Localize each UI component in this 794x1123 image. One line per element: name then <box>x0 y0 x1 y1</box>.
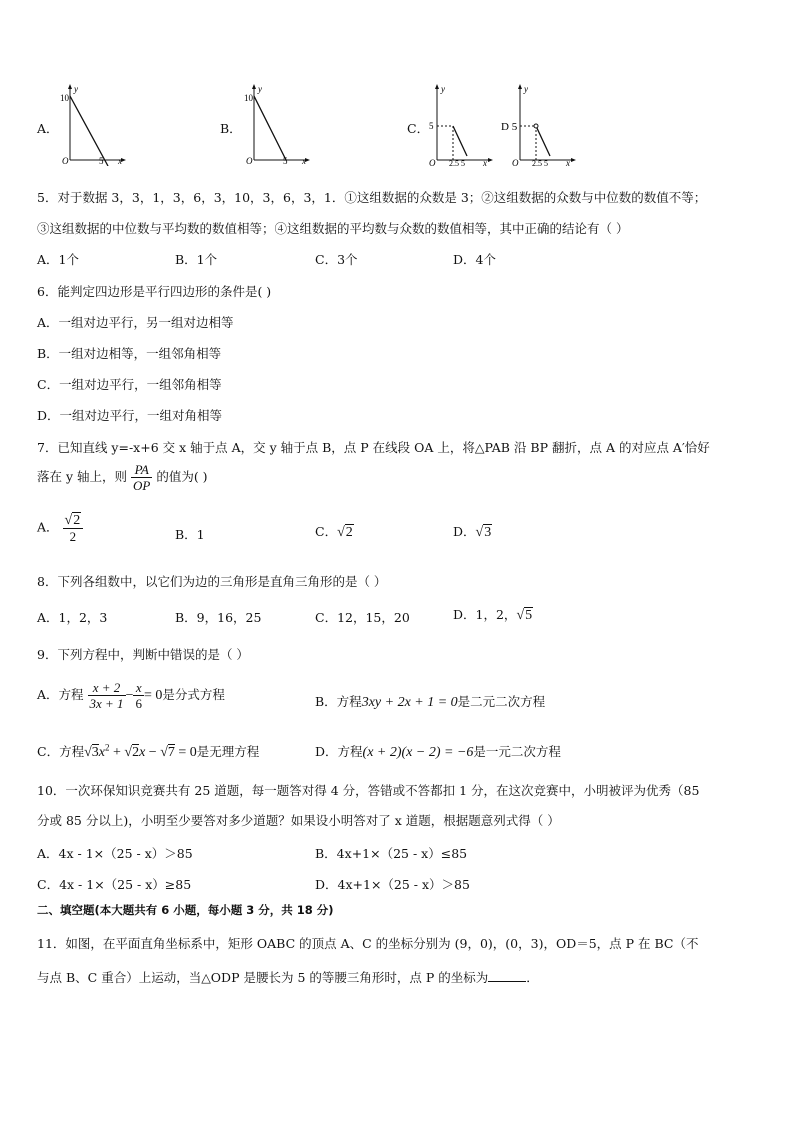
q8-option-d-radicand: 5 <box>525 608 533 623</box>
q8-option-c[interactable]: C．12，15，20 <box>315 610 410 625</box>
q9-option-c-pre: C．方程 <box>37 744 85 759</box>
q5-option-a[interactable]: A．1个 <box>37 252 79 267</box>
svg-text:x: x <box>566 158 570 166</box>
q8-option-d-sqrt: √5 <box>516 608 533 623</box>
q9-option-c-post: 是无理方程 <box>196 744 260 759</box>
q5-option-b[interactable]: B．1个 <box>175 252 218 267</box>
q10-option-b[interactable]: B．4x+1×（25 - x）≤85 <box>315 846 468 861</box>
answer-blank[interactable] <box>488 969 526 982</box>
option-a-label: A． <box>37 121 59 136</box>
q7-option-a-numerator: √2 <box>63 512 84 529</box>
q10-option-c[interactable]: C．4x - 1×（25 - x）≥85 <box>37 877 192 892</box>
q11-stem-line1: 11．如图，在平面直角坐标系中，矩形 OABC 的顶点 A、C 的坐标分别为 (9，0)，(0，3)，OD＝5，点 P 在 BC（不 <box>37 936 699 951</box>
section-2-title: 二、填空题(本大题共有 6 小题，每小题 3 分，共 18 分) <box>37 903 334 917</box>
q9-option-d-pre: D．方程 <box>315 744 363 759</box>
q7-option-a[interactable] <box>37 512 83 544</box>
q11-line2-post: ． <box>526 970 539 985</box>
q6-option-c[interactable]: C．一组对边平行，一组邻角相等 <box>37 377 222 392</box>
q5-stem-line1: 5．对于数据 3，3，1，3，6，3，10，3，6，3，1．①这组数据的众数是 3；②这组数据的众数与中位数的数值不等； <box>37 190 707 205</box>
graph-option-a <box>58 82 128 166</box>
graph-option-d <box>500 82 580 166</box>
svg-text:y: y <box>258 84 262 94</box>
q9-option-d-post: 是一元二次方程 <box>473 744 561 759</box>
q7-option-c-sqrt: √2 <box>337 525 353 540</box>
q7-fraction <box>131 462 152 493</box>
q9-stem: 9．下列方程中，判断中错误的是（ ） <box>37 647 249 662</box>
q9-option-d-equation: (x + 2)(x − 2) = −6 <box>362 745 474 760</box>
svg-text:5: 5 <box>429 121 434 131</box>
q7-option-d-sqrt: √3 <box>475 525 492 540</box>
q9-option-c[interactable] <box>37 742 259 761</box>
q7-option-c[interactable] <box>315 522 354 541</box>
svg-text:y: y <box>524 84 528 94</box>
q9-option-a-pre: A．方程 <box>37 687 84 702</box>
q9-a-den2: 6 <box>135 696 142 711</box>
q8-option-b[interactable]: B．9，16，25 <box>175 610 262 625</box>
svg-text:O: O <box>246 156 253 166</box>
q11-stem-line2 <box>37 968 539 986</box>
q7-option-a-denominator: 2 <box>69 529 77 544</box>
option-c-label: C． <box>407 121 430 136</box>
svg-text:x: x <box>483 158 487 166</box>
q10-stem-line1: 10．一次环保知识竞赛共有 25 道题，每一题答对得 4 分，答错或不答都扣 1 分，在这次竞赛中，小明被评为优秀（85 <box>37 783 700 798</box>
q9-option-c-equation: $√3x^2 + √2x - √7 = 0$ <box>84 742 197 760</box>
q7-option-d[interactable] <box>453 522 492 541</box>
q9-option-a-frac2 <box>133 680 144 711</box>
q6-option-a[interactable]: A．一组对边平行，另一组对边相等 <box>37 315 234 330</box>
q7-option-d-label: D． <box>453 524 476 539</box>
q5-option-c[interactable]: C．3个 <box>315 252 358 267</box>
option-b-label: B． <box>220 121 242 136</box>
q7-fraction-denominator: OP <box>133 478 151 493</box>
svg-text:5: 5 <box>283 156 288 166</box>
svg-text:O: O <box>512 158 519 166</box>
svg-text:x: x <box>118 156 122 166</box>
q7-stem-line1: 7．已知直线 y=-x+6 交 x 轴于点 A，交 y 轴于点 B，点 P 在线段 OA 上，将△PAB 沿 BP 翻折，点 A 的对应点 A′恰好 <box>37 440 710 455</box>
svg-text:D 5: D 5 <box>501 121 518 133</box>
q8-stem: 8．下列各组数中，以它们为边的三角形是直角三角形的是（ ） <box>37 574 387 589</box>
q7-option-a-radicand: 2 <box>73 513 81 528</box>
svg-text:O: O <box>62 156 69 166</box>
q9-a-den1: 3x + 1 <box>89 696 124 711</box>
svg-text:10: 10 <box>60 93 69 103</box>
q7-line2-pre: 落在 y 轴上，则 <box>37 469 128 484</box>
q9-option-a[interactable]: A．方程 $\frac{x + 2}{3x + 1}$ − $\frac{x}{6}$ = 0是分式方程 <box>37 680 225 711</box>
q9-option-a-frac1 <box>88 680 126 711</box>
q9-option-b[interactable] <box>315 692 545 711</box>
q7-option-c-radicand: 2 <box>345 525 353 540</box>
svg-text:x: x <box>302 156 306 166</box>
q7-option-d-radicand: 3 <box>484 525 492 540</box>
q7-line2-post: 的值为( ) <box>156 469 208 484</box>
svg-text:y: y <box>441 84 445 94</box>
q7-option-a-fraction <box>63 512 84 544</box>
q10-stem-line2: 分或 85 分以上)，小明至少要答对多少道题？如果设小明答对了 x 道题，根据题意列式得（ ） <box>37 813 560 828</box>
q10-option-d[interactable]: D．4x+1×（25 - x）＞85 <box>315 877 470 892</box>
svg-text:10: 10 <box>244 93 253 103</box>
q9-option-a-post: 是分式方程 <box>162 687 225 702</box>
svg-text:2.5 5: 2.5 5 <box>449 159 465 166</box>
q7-stem-line2 <box>37 462 208 493</box>
q9-a-num2: x <box>133 680 144 696</box>
q9-option-b-pre: B．方程 <box>315 694 362 709</box>
svg-text:2.5 5: 2.5 5 <box>532 159 548 166</box>
q8-option-d-label: D．1，2， <box>453 607 517 622</box>
svg-text:y: y <box>74 84 78 94</box>
graph-option-c <box>425 82 495 166</box>
q9-a-num1: x + 2 <box>88 680 126 696</box>
q9-option-d[interactable] <box>315 742 561 761</box>
q5-option-d[interactable]: D．4个 <box>453 252 496 267</box>
q7-fraction-numerator: PA <box>131 462 152 478</box>
q7-option-b[interactable]: B．1 <box>175 527 205 542</box>
q6-option-d[interactable]: D．一组对边平行，一组对角相等 <box>37 408 223 423</box>
q5-stem-line2: ③这组数据的中位数与平均数的数值相等；④这组数据的平均数与众数的数值相等，其中正确的结论有（ ） <box>37 221 629 236</box>
q9-option-b-post: 是二元二次方程 <box>457 694 546 709</box>
svg-text:5: 5 <box>99 156 104 166</box>
svg-text:O: O <box>429 158 436 166</box>
q6-stem: 6．能判定四边形是平行四边形的条件是( ) <box>37 284 272 299</box>
q7-option-c-label: C． <box>315 524 338 539</box>
q8-option-d[interactable] <box>453 605 533 624</box>
q11-line2-pre: 与点 B、C 重合）上运动，当△ODP 是腰长为 5 的等腰三角形时，点 P 的坐标为 <box>37 970 489 985</box>
q7-option-a-label: A． <box>37 519 59 535</box>
graph-option-b <box>242 82 312 166</box>
q8-option-a[interactable]: A．1，2，3 <box>37 610 108 625</box>
q10-option-a[interactable]: A．4x - 1×（25 - x）＞85 <box>37 846 193 861</box>
q6-option-b[interactable]: B．一组对边相等，一组邻角相等 <box>37 346 222 361</box>
q9-option-b-equation: 3xy + 2x + 1 = 0 <box>361 695 458 710</box>
